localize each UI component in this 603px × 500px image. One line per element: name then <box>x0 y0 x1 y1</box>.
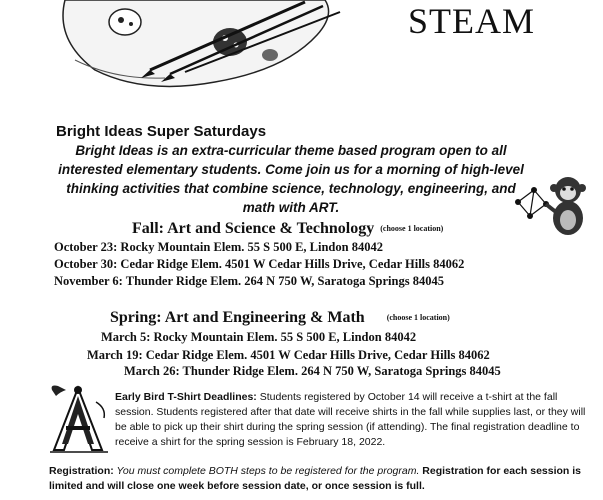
program-heading: Bright Ideas Super Saturdays <box>56 123 267 140</box>
registration-italic-text: You must complete BOTH steps to be registered for the program. <box>113 465 420 477</box>
program-intro: Bright Ideas is an extra-curricular theme based program open to all interested elementary students. Come join us for a morning of high-level thinking activities that combine science, technology, engineering, and math with ART. <box>58 143 524 215</box>
spring-title-text: Spring: Art and Engineering & Math <box>110 309 365 326</box>
spring-session-row: March 19: Cedar Ridge Elem. 4501 W Cedar Hills Drive, Cedar Hills 84062 <box>87 348 490 362</box>
fall-session-row: October 23: Rocky Mountain Elem. 55 S 500 E, Lindon 84042 <box>54 240 383 254</box>
early-bird-notice <box>115 390 593 450</box>
spring-session-row: March 5: Rocky Mountain Elem. 55 S 500 E, Lindon 84042 <box>101 330 417 344</box>
registration-notice <box>49 464 589 494</box>
compass-clipart <box>48 382 110 454</box>
spring-location-note: (choose 1 location) <box>386 313 450 322</box>
early-bird-text: Students registered by October 14 will receive a t-shirt at the fall session. Students registered after that date will receive shirts in the fall while supplies last, or they will be able to pick up their shirt during the spring session (if attending). The final registration deadline to receive a shirt for the spring session is February 18, 2022. <box>115 391 586 448</box>
fall-location-note: (choose 1 location) <box>380 224 444 233</box>
page-title: STEAM <box>408 1 536 41</box>
palette-brushes-clipart <box>55 0 345 90</box>
fall-title-text: Fall: Art and Science & Technology <box>132 220 375 237</box>
spring-title <box>110 309 450 327</box>
monkey-scientist-clipart <box>512 172 592 242</box>
spring-session-row: March 26: Thunder Ridge Elem. 264 N 750 W, Saratoga Springs 84045 <box>124 364 501 378</box>
registration-bold-text: Registration for each session is limited and will close one week before session date, or once session is full. <box>49 465 582 492</box>
registration-label: Registration: <box>49 465 114 477</box>
fall-session-row: October 30: Cedar Ridge Elem. 4501 W Cedar Hills Drive, Cedar Hills 84062 <box>54 257 465 271</box>
fall-title <box>132 220 443 238</box>
early-bird-label: Early Bird T-Shirt Deadlines: <box>115 391 257 403</box>
fall-session-row: November 6: Thunder Ridge Elem. 264 N 750 W, Saratoga Springs 84045 <box>54 274 444 288</box>
